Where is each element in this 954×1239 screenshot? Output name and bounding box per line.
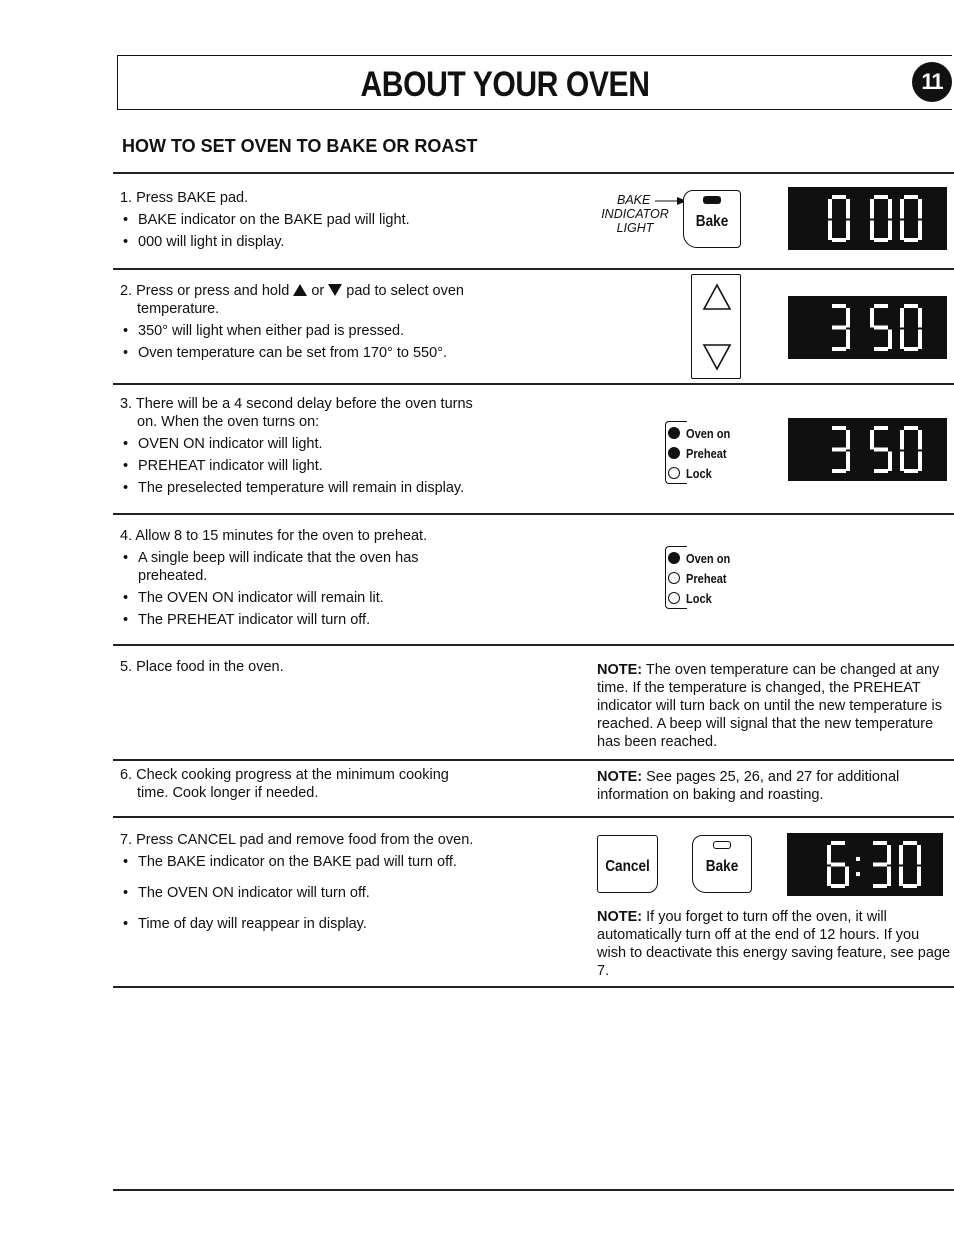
indicator-oven-on: Oven on — [668, 549, 738, 567]
oven-display — [788, 418, 947, 481]
step-3-bullet: • The preselected temperature will remain in display. — [120, 479, 590, 497]
bake-pad-label: Bake — [705, 858, 739, 875]
indicator-lock: Lock — [668, 589, 716, 607]
divider — [113, 986, 954, 988]
step-1 — [120, 189, 580, 251]
indicator-dot — [668, 572, 680, 584]
divider — [113, 816, 954, 818]
indicator-dot — [668, 592, 680, 604]
note-7: NOTE: If you forget to turn off the oven, it will automatically turn off at the end of 12 hours. If you wish to deactivate this energy saving feature, see page 7. — [597, 909, 951, 979]
step-4: 4. Allow 8 to 15 minutes for the oven to preheat. • A single beep will indicate that the oven has preheated. • The OVEN ON indicator will remain lit. • The PREHEAT indicator will turn off. — [120, 527, 590, 629]
indicator-preheat: Preheat — [668, 444, 734, 462]
cancel-pad-label: Cancel — [605, 858, 650, 875]
step-7-bullet: • Time of day will reappear in display. — [120, 915, 590, 933]
step-2: 2. Press or press and hold or pad to select oven temperature. • 350° will light when either pad is pressed. • Oven temperature can be set from 170° to 550°. — [120, 282, 590, 362]
step-2-bullet: • 350° will light when either pad is pressed. — [120, 322, 590, 340]
step-3: 3. There will be a 4 second delay before the oven turns on. When the oven turns on: • OVEN ON indicator will light. • PREHEAT indicator will light. • The preselected temperature will remain in display. — [120, 395, 590, 497]
oven-display — [788, 296, 947, 359]
section-title: HOW TO SET OVEN TO BAKE OR ROAST — [122, 136, 478, 156]
divider — [113, 172, 954, 174]
note-6: NOTE: See pages 25, 26, and 27 for additional information on baking and roasting. — [597, 769, 900, 803]
bake-pad[interactable] — [692, 835, 752, 893]
divider — [113, 383, 954, 385]
indicator-dot — [668, 552, 680, 564]
up-arrow-icon — [293, 284, 307, 296]
step-1-bullet: • 000 will light in display. — [120, 233, 580, 251]
indicator-oven-on: Oven on — [668, 424, 738, 442]
page-bottom-rule — [113, 1189, 954, 1191]
step-4-bullet: • The PREHEAT indicator will turn off. — [120, 611, 590, 629]
step-7: 7. Press CANCEL pad and remove food from the oven. • The BAKE indicator on the BAKE pad will turn off. • The OVEN ON indicator will turn off. • Time of day will reappear in display. — [120, 831, 590, 933]
down-arrow-icon — [328, 284, 342, 296]
indicator-preheat: Preheat — [668, 569, 734, 587]
divider — [113, 513, 954, 515]
page-number-badge: 11 — [912, 62, 952, 102]
step-1-text: 1. Press BAKE pad. — [120, 190, 249, 206]
bake-indicator-caption: BAKE INDICATOR LIGHT — [601, 193, 669, 235]
oven-display — [787, 833, 943, 896]
temperature-pad — [691, 274, 741, 379]
step-2-bullet: • Oven temperature can be set from 170° to 550°. — [120, 344, 590, 362]
divider — [113, 644, 954, 646]
step-4-bullet: • The OVEN ON indicator will remain lit. — [120, 589, 590, 607]
page-header — [117, 55, 952, 110]
indicator-dot — [668, 427, 680, 439]
step-3-bullet: • OVEN ON indicator will light. — [120, 435, 590, 453]
bake-indicator-light — [713, 841, 731, 849]
note-5: NOTE: The oven temperature can be changed at any time. If the temperature is changed, the PREHEAT indicator will turn back on until the new temperature is reached. A beep will signal that the new temperature has been reached. — [597, 662, 942, 750]
divider — [113, 759, 954, 761]
step-6: 6. Check cooking progress at the minimum cooking time. Cook longer if needed. — [120, 767, 449, 801]
bake-pad[interactable] — [683, 190, 741, 248]
down-pad-icon[interactable] — [702, 343, 732, 371]
step-3-bullet: • PREHEAT indicator will light. — [120, 457, 590, 475]
step-1-bullet: • BAKE indicator on the BAKE pad will light. — [120, 211, 580, 229]
indicator-dot — [668, 467, 680, 479]
step-7-bullet: • The OVEN ON indicator will turn off. — [120, 884, 590, 902]
page-title: ABOUT YOUR OVEN — [360, 65, 650, 104]
step-4-bullet: • A single beep will indicate that the oven has preheated. — [120, 549, 438, 585]
oven-display — [788, 187, 947, 250]
cancel-pad[interactable] — [597, 835, 658, 893]
step-5: 5. Place food in the oven. — [120, 659, 284, 675]
up-pad-icon[interactable] — [702, 283, 732, 311]
divider — [113, 268, 954, 270]
indicator-dot — [668, 447, 680, 459]
bake-pad-label: Bake — [695, 213, 729, 230]
bake-indicator-light — [703, 196, 721, 204]
step-7-bullet: • The BAKE indicator on the BAKE pad will turn off. — [120, 853, 590, 871]
indicator-lock: Lock — [668, 464, 716, 482]
